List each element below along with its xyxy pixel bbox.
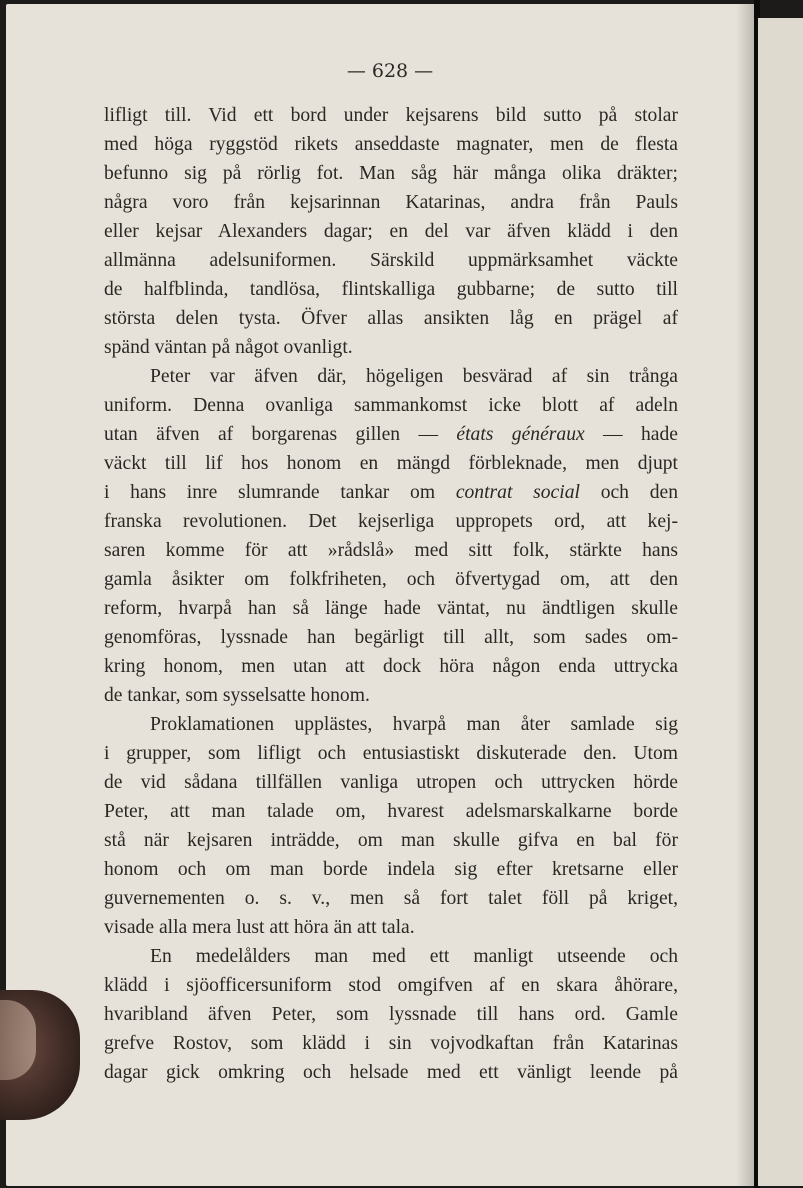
text-line: hvaribland äfven Peter, som lyssnade till hans ord. Gamle — [104, 1004, 678, 1025]
text-line: Peter var äfven där, högeligen besvärad af sin trånga — [150, 366, 678, 387]
text-line: allmänna adelsuniformen. Särskild uppmärksamhet väckte — [104, 250, 678, 271]
text-line: kring honom, men utan att dock höra någon enda uttrycka — [104, 656, 678, 677]
text-line: spänd väntan på något ovanligt. — [104, 337, 353, 358]
text-line: saren komme för att »rådslå» med sitt folk, stärkte hans — [104, 540, 678, 561]
text-line: de vid sådana tillfällen vanliga utropen och uttrycken hörde — [104, 772, 678, 793]
text-line: guvernementen o. s. v., men så fort talet föll på kriget, — [104, 888, 678, 909]
page-shadow — [736, 4, 754, 1186]
text-line: honom och om man borde indela sig efter kretsarne eller — [104, 859, 678, 880]
text-line: i grupper, som lifligt och entusiastiskt diskuterade den. Utom — [104, 743, 678, 764]
text-line: lifligt till. Vid ett bord under kejsarens bild sutto på stolar — [104, 105, 678, 126]
text-line: Peter, att man talade om, hvarest adelsmarskalkarne borde — [104, 801, 678, 822]
text-line: största delen tysta. Öfver allas ansikten låg en prägel af — [104, 308, 678, 329]
text-segment: och den — [600, 482, 678, 503]
text-line: genomföras, lyssnade han begärligt till allt, som sades om- — [104, 627, 678, 648]
facing-page-edge — [758, 18, 803, 1186]
text-line: reform, hvarpå han så länge hade väntat, nu ändtligen skulle — [104, 598, 678, 619]
text-line — [104, 420, 678, 449]
text-line: gamla åsikter om folkfriheten, och öfvertygad om, att den — [104, 569, 678, 590]
italic-phrase: contrat social — [455, 482, 580, 503]
text-line: grefve Rostov, som klädd i sin vojvodkaftan från Katarinas — [104, 1033, 678, 1054]
body-text — [104, 101, 678, 1087]
text-segment: — hade — [603, 424, 678, 445]
text-line: Proklamationen upplästes, hvarpå man åter samlade sig — [150, 714, 678, 735]
text-line: klädd i sjöofficersuniform stod omgifven af en skara åhörare, — [104, 975, 678, 996]
page-number: — 628 — — [346, 60, 434, 82]
text-segment: i hans inre slumrande tankar om — [104, 482, 436, 503]
text-line: några voro från kejsarinnan Katarinas, andra från Pauls — [104, 192, 678, 213]
text-line: En medelålders man med ett manligt utseende och — [150, 946, 678, 967]
text-line: de tankar, som sysselsatte honom. — [104, 685, 370, 706]
text-line — [104, 478, 678, 507]
text-segment: utan äfven af borgarenas gillen — — [104, 424, 439, 445]
text-line: eller kejsar Alexanders dagar; en del var äfven klädd i den — [104, 221, 678, 242]
italic-phrase: états généraux — [456, 424, 585, 445]
text-line: visade alla mera lust att höra än att tala. — [104, 917, 415, 938]
text-line: med höga ryggstöd rikets anseddaste magnater, men de flesta — [104, 134, 678, 155]
text-line: de halfblinda, tandlösa, flintskalliga gubbarne; de sutto till — [104, 279, 678, 300]
text-line: stå när kejsaren inträdde, om man skulle gifva en bal för — [104, 830, 678, 851]
text-line: dagar gick omkring och helsade med ett vänligt leende på — [104, 1062, 678, 1083]
text-line: franska revolutionen. Det kejserliga uppropets ord, att kej- — [104, 511, 678, 532]
text-line: befunno sig på rörlig fot. Man såg här många olika dräkter; — [104, 163, 678, 184]
text-line: väckt till lif hos honom en mängd förbleknade, men djupt — [104, 453, 678, 474]
text-line: uniform. Denna ovanliga sammankomst icke blott af adeln — [104, 395, 678, 416]
